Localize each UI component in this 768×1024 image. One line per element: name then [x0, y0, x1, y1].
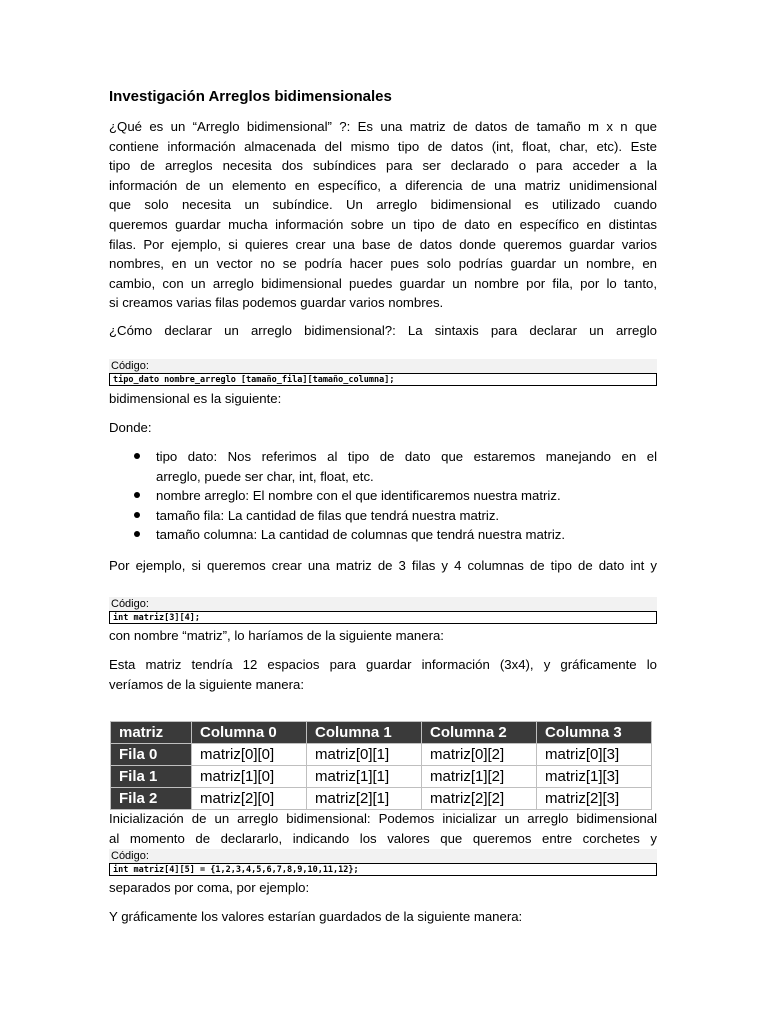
paragraph-matrix-spaces — [109, 655, 657, 694]
paragraph-example — [109, 556, 657, 576]
row-header-cell: Fila 2 — [111, 788, 192, 810]
text-line: contiene información almacenada del mismo tipo de datos (int, float, char, etc). Este — [109, 138, 657, 154]
table-cell: matriz[2][0] — [192, 788, 307, 810]
code-text: int matriz[4][5] = {1,2,3,4,5,6,7,8,9,10,11,12}; — [109, 863, 657, 876]
page-title: Investigación Arreglos bidimensionales — [109, 88, 392, 105]
table-header-cell: Columna 1 — [307, 722, 422, 744]
paragraph-initialization-end — [109, 878, 657, 898]
code-label: Código: — [109, 597, 657, 611]
bullet-icon — [134, 531, 140, 537]
bullet-list — [109, 447, 657, 545]
text-line: Y gráficamente los valores estarían guardados de la siguiente manera: — [109, 909, 523, 924]
list-item-text: tamaño columna: La cantidad de columnas que tendrá nuestra matriz. — [156, 527, 566, 543]
text-line: si creamos varias filas podemos guardar varios nombres. — [109, 295, 444, 311]
text-line: Por ejemplo, si queremos crear una matriz de 3 filas y 4 columnas de tipo de dato int y — [109, 558, 657, 573]
text-line: tipo de arreglos necesita dos subíndices para ser declarado o para acceder a la — [109, 158, 657, 174]
table-cell: matriz[2][2] — [422, 788, 537, 810]
code-text: int matriz[3][4]; — [109, 611, 657, 624]
row-header-cell: Fila 1 — [111, 766, 192, 788]
table-header-cell: Columna 2 — [422, 722, 537, 744]
text-line: nombres, en un vector no se podría hacer pues solo podrías guardar un nombre, en — [109, 256, 657, 272]
paragraph-initialization — [109, 809, 657, 848]
text-line: separados por coma, por ejemplo: — [109, 880, 310, 895]
table-cell: matriz[0][3] — [537, 744, 652, 766]
list-item-text: nombre arreglo: El nombre con el que identificaremos nuestra matriz. — [156, 488, 561, 504]
code-label: Código: — [109, 359, 657, 373]
text-line: veríamos de la siguiente manera: — [109, 676, 304, 692]
table-header-cell: Columna 0 — [192, 722, 307, 744]
list-item — [109, 447, 657, 486]
table-cell: matriz[1][3] — [537, 766, 652, 788]
list-item-text: arreglo, puede ser char, int, float, etc. — [156, 468, 374, 484]
text-line: que solo necesita un subíndice. Un arreglo bidimensional es utilizado cuando — [109, 197, 657, 213]
table-row — [111, 788, 652, 810]
table-header-cell: matriz — [111, 722, 192, 744]
list-item — [109, 525, 657, 545]
table-cell: matriz[2][3] — [537, 788, 652, 810]
text-line: información de un elemento en específico, a diferencia de una matriz unidimensional — [109, 177, 657, 193]
table-cell: matriz[2][1] — [307, 788, 422, 810]
list-item-text: tipo dato: Nos referimos al tipo de dato que estaremos manejando en el — [156, 449, 657, 464]
code-block-example — [109, 597, 657, 624]
text-line: Esta matriz tendría 12 espacios para guardar información (3x4), y gráficamente lo — [109, 657, 657, 672]
paragraph-declare — [109, 321, 657, 341]
paragraph-example-end — [109, 626, 657, 646]
table-cell: matriz[0][1] — [307, 744, 422, 766]
text-line: queremos guardar mucha información sobre un tipo de dato en específico en distintas — [109, 216, 657, 232]
bullet-icon — [134, 512, 140, 518]
list-item-text: tamaño fila: La cantidad de filas que tendrá nuestra matriz. — [156, 507, 500, 523]
paragraph-definition — [109, 117, 657, 313]
table-cell: matriz[1][1] — [307, 766, 422, 788]
paragraph-graphic — [109, 907, 657, 927]
text-line: cambio, con un arreglo bidimensional puedes guardar un nombre por fila, por lo tanto, — [109, 275, 657, 291]
paragraph-donde — [109, 418, 657, 438]
matrix-table — [110, 721, 652, 810]
text-line: Inicialización de un arreglo bidimensional: Podemos inicializar un arreglo bidimensional — [109, 811, 657, 826]
code-label: Código: — [109, 849, 657, 863]
list-item — [109, 486, 657, 506]
text-line: bidimensional es la siguiente: — [109, 391, 282, 406]
text-line: Donde: — [109, 420, 152, 435]
table-cell: matriz[0][0] — [192, 744, 307, 766]
table-cell: matriz[1][2] — [422, 766, 537, 788]
table-cell: matriz[0][2] — [422, 744, 537, 766]
text-line: ¿Qué es un “Arreglo bidimensional” ?: Es una matriz de datos de tamaño m x n que — [109, 119, 657, 134]
list-item — [109, 506, 657, 526]
text-line: filas. Por ejemplo, si quieres crear una base de datos donde queremos guardar varios — [109, 236, 657, 252]
text-line: con nombre “matriz”, lo haríamos de la siguiente manera: — [109, 628, 444, 643]
table-header-cell: Columna 3 — [537, 722, 652, 744]
paragraph-syntax-end — [109, 389, 657, 409]
table-row — [111, 766, 652, 788]
code-block-initialization — [109, 849, 657, 876]
text-line: al momento de declararlo, indicando los valores que queremos entre corchetes y — [109, 830, 657, 846]
table-cell: matriz[1][0] — [192, 766, 307, 788]
row-header-cell: Fila 0 — [111, 744, 192, 766]
code-block-syntax — [109, 359, 657, 386]
text-line: ¿Cómo declarar un arreglo bidimensional?: La sintaxis para declarar un arreglo — [109, 323, 657, 338]
table-header-row — [111, 722, 652, 744]
table-row — [111, 744, 652, 766]
code-text: tipo_dato nombre_arreglo [tamaño_fila][tamaño_columna]; — [109, 373, 657, 386]
bullet-icon — [134, 492, 140, 498]
bullet-icon — [134, 453, 140, 459]
